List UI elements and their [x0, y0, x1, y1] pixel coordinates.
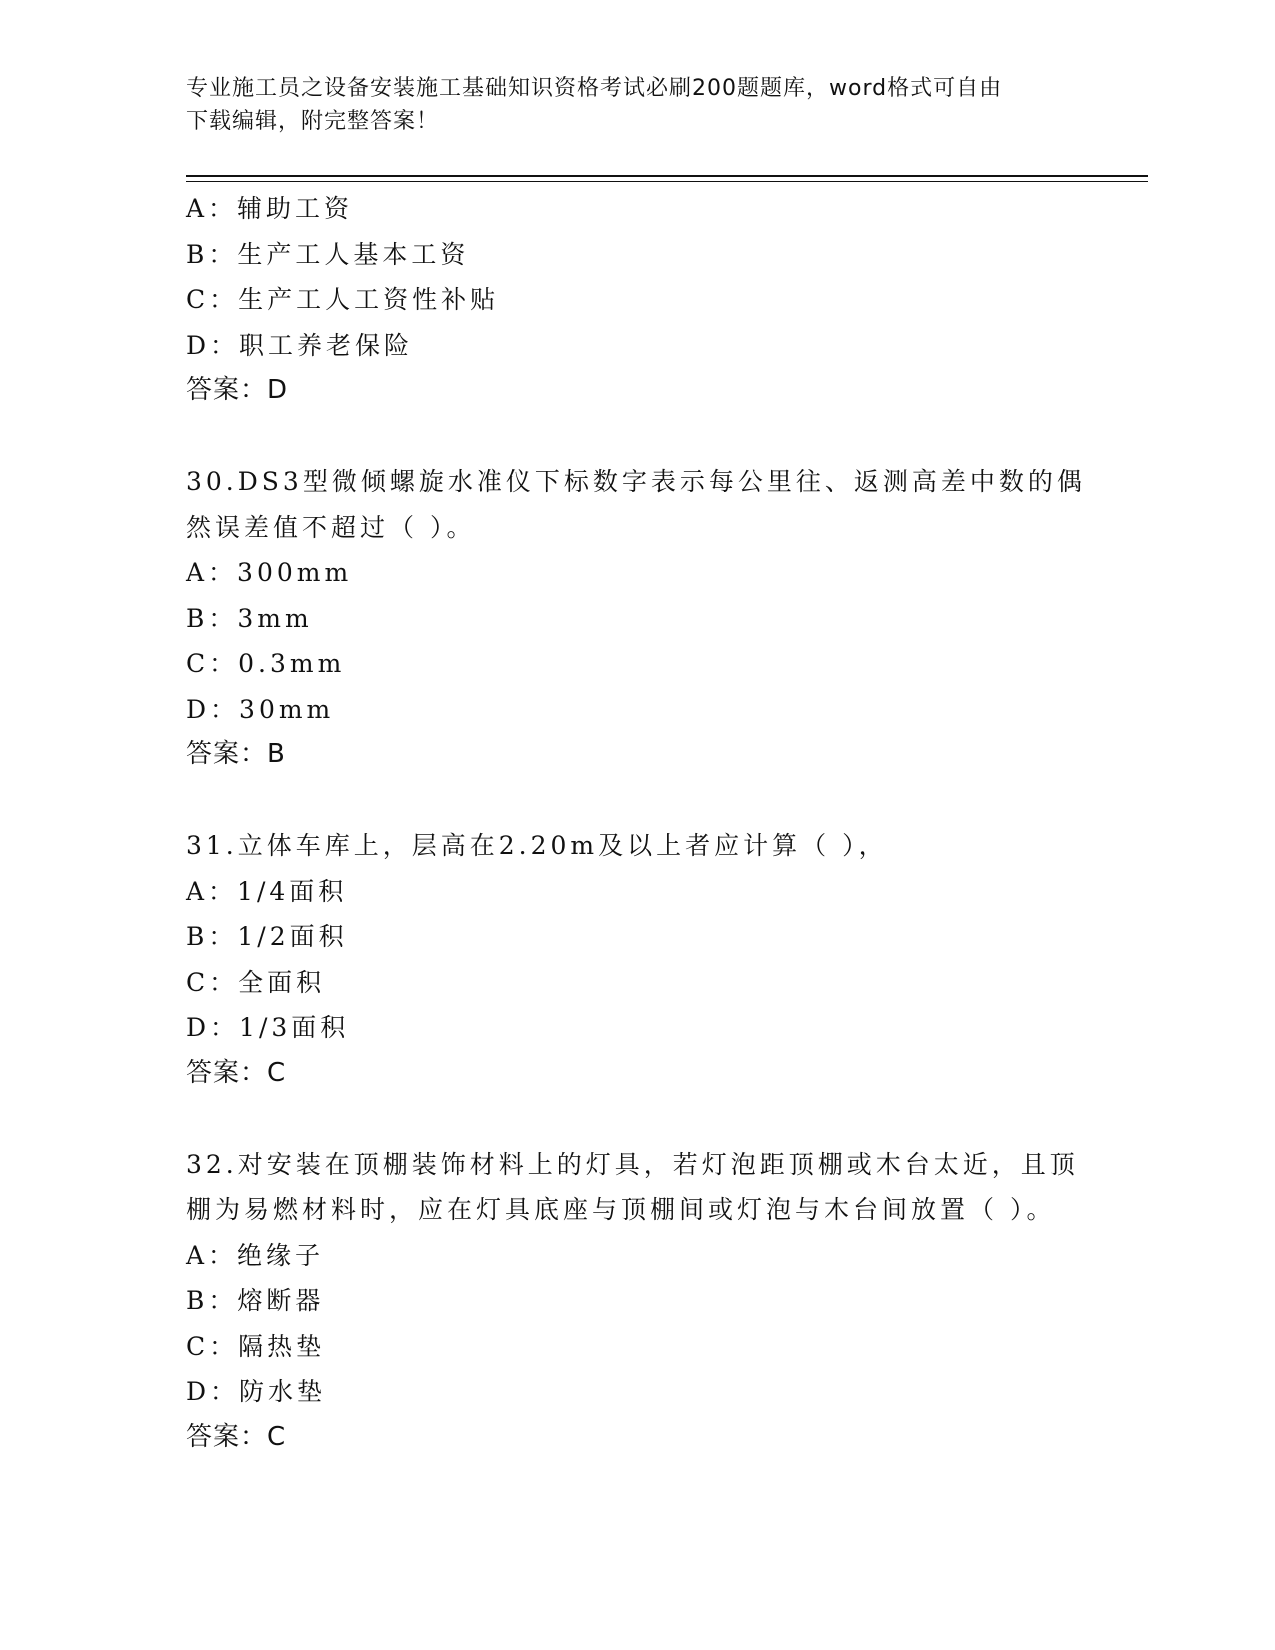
option-b: B：生产工人基本工资 [186, 239, 470, 269]
document-header [186, 72, 1066, 138]
header-title-line-2: 下载编辑，附完整答案！ [186, 109, 440, 134]
option-c: C：隔热垫 [186, 1331, 326, 1361]
question-block-30 [186, 459, 1086, 778]
header-rule-thin [186, 181, 1148, 182]
question-spacer [186, 778, 1086, 824]
option-d: D：职工养老保险 [186, 330, 414, 360]
option-a: A：绝缘子 [186, 1240, 325, 1270]
option-b: B：3mm [186, 603, 313, 633]
question-spacer [186, 414, 1086, 460]
question-stem-line-1: 30.DS3型微倾螺旋水准仪下标数字表示每公里往、返测高差中数的偶 [186, 467, 1086, 496]
option-d: D：1/3面积 [186, 1013, 350, 1042]
answer-line: 答案：C [186, 1421, 287, 1452]
option-c: C：生产工人工资性补贴 [186, 285, 500, 314]
question-stem-line-2: 然误差值不超过（ ）。 [186, 512, 476, 542]
option-a: A：300mm [186, 558, 353, 587]
option-b: B：1/2面积 [186, 922, 348, 951]
question-block-32 [186, 1142, 1086, 1461]
question-list [186, 186, 1086, 1460]
option-d: D：防水垫 [186, 1377, 327, 1406]
option-b: B：熔断器 [186, 1286, 325, 1315]
option-d: D：30mm [186, 694, 335, 724]
option-c: C：全面积 [186, 967, 326, 997]
answer-line: 答案：B [186, 739, 286, 769]
question-stem-line-2: 棚为易燃材料时，应在灯具底座与顶棚间或灯泡与木台间放置（ ）。 [186, 1195, 1056, 1224]
answer-line: 答案：D [186, 375, 289, 405]
option-a: A：辅助工资 [186, 194, 354, 223]
question-stem-line-1: 32.对安装在顶棚装饰材料上的灯具，若灯泡距顶棚或木台太近，且顶 [186, 1149, 1079, 1179]
option-c: C：0.3mm [186, 649, 346, 678]
answer-line: 答案：C [186, 1057, 287, 1088]
question-block-29 [186, 186, 1086, 414]
header-rule-thick [186, 175, 1148, 177]
header-title-line-1: 专业施工员之设备安装施工基础知识资格考试必刷200题题库，word格式可自由 [186, 76, 1003, 101]
option-a: A：1/4面积 [186, 876, 348, 906]
question-block-31 [186, 823, 1086, 1096]
question-stem-line-1: 31.立体车库上，层高在2.20m及以上者应计算（ ）， [186, 831, 888, 860]
question-spacer [186, 1096, 1086, 1142]
